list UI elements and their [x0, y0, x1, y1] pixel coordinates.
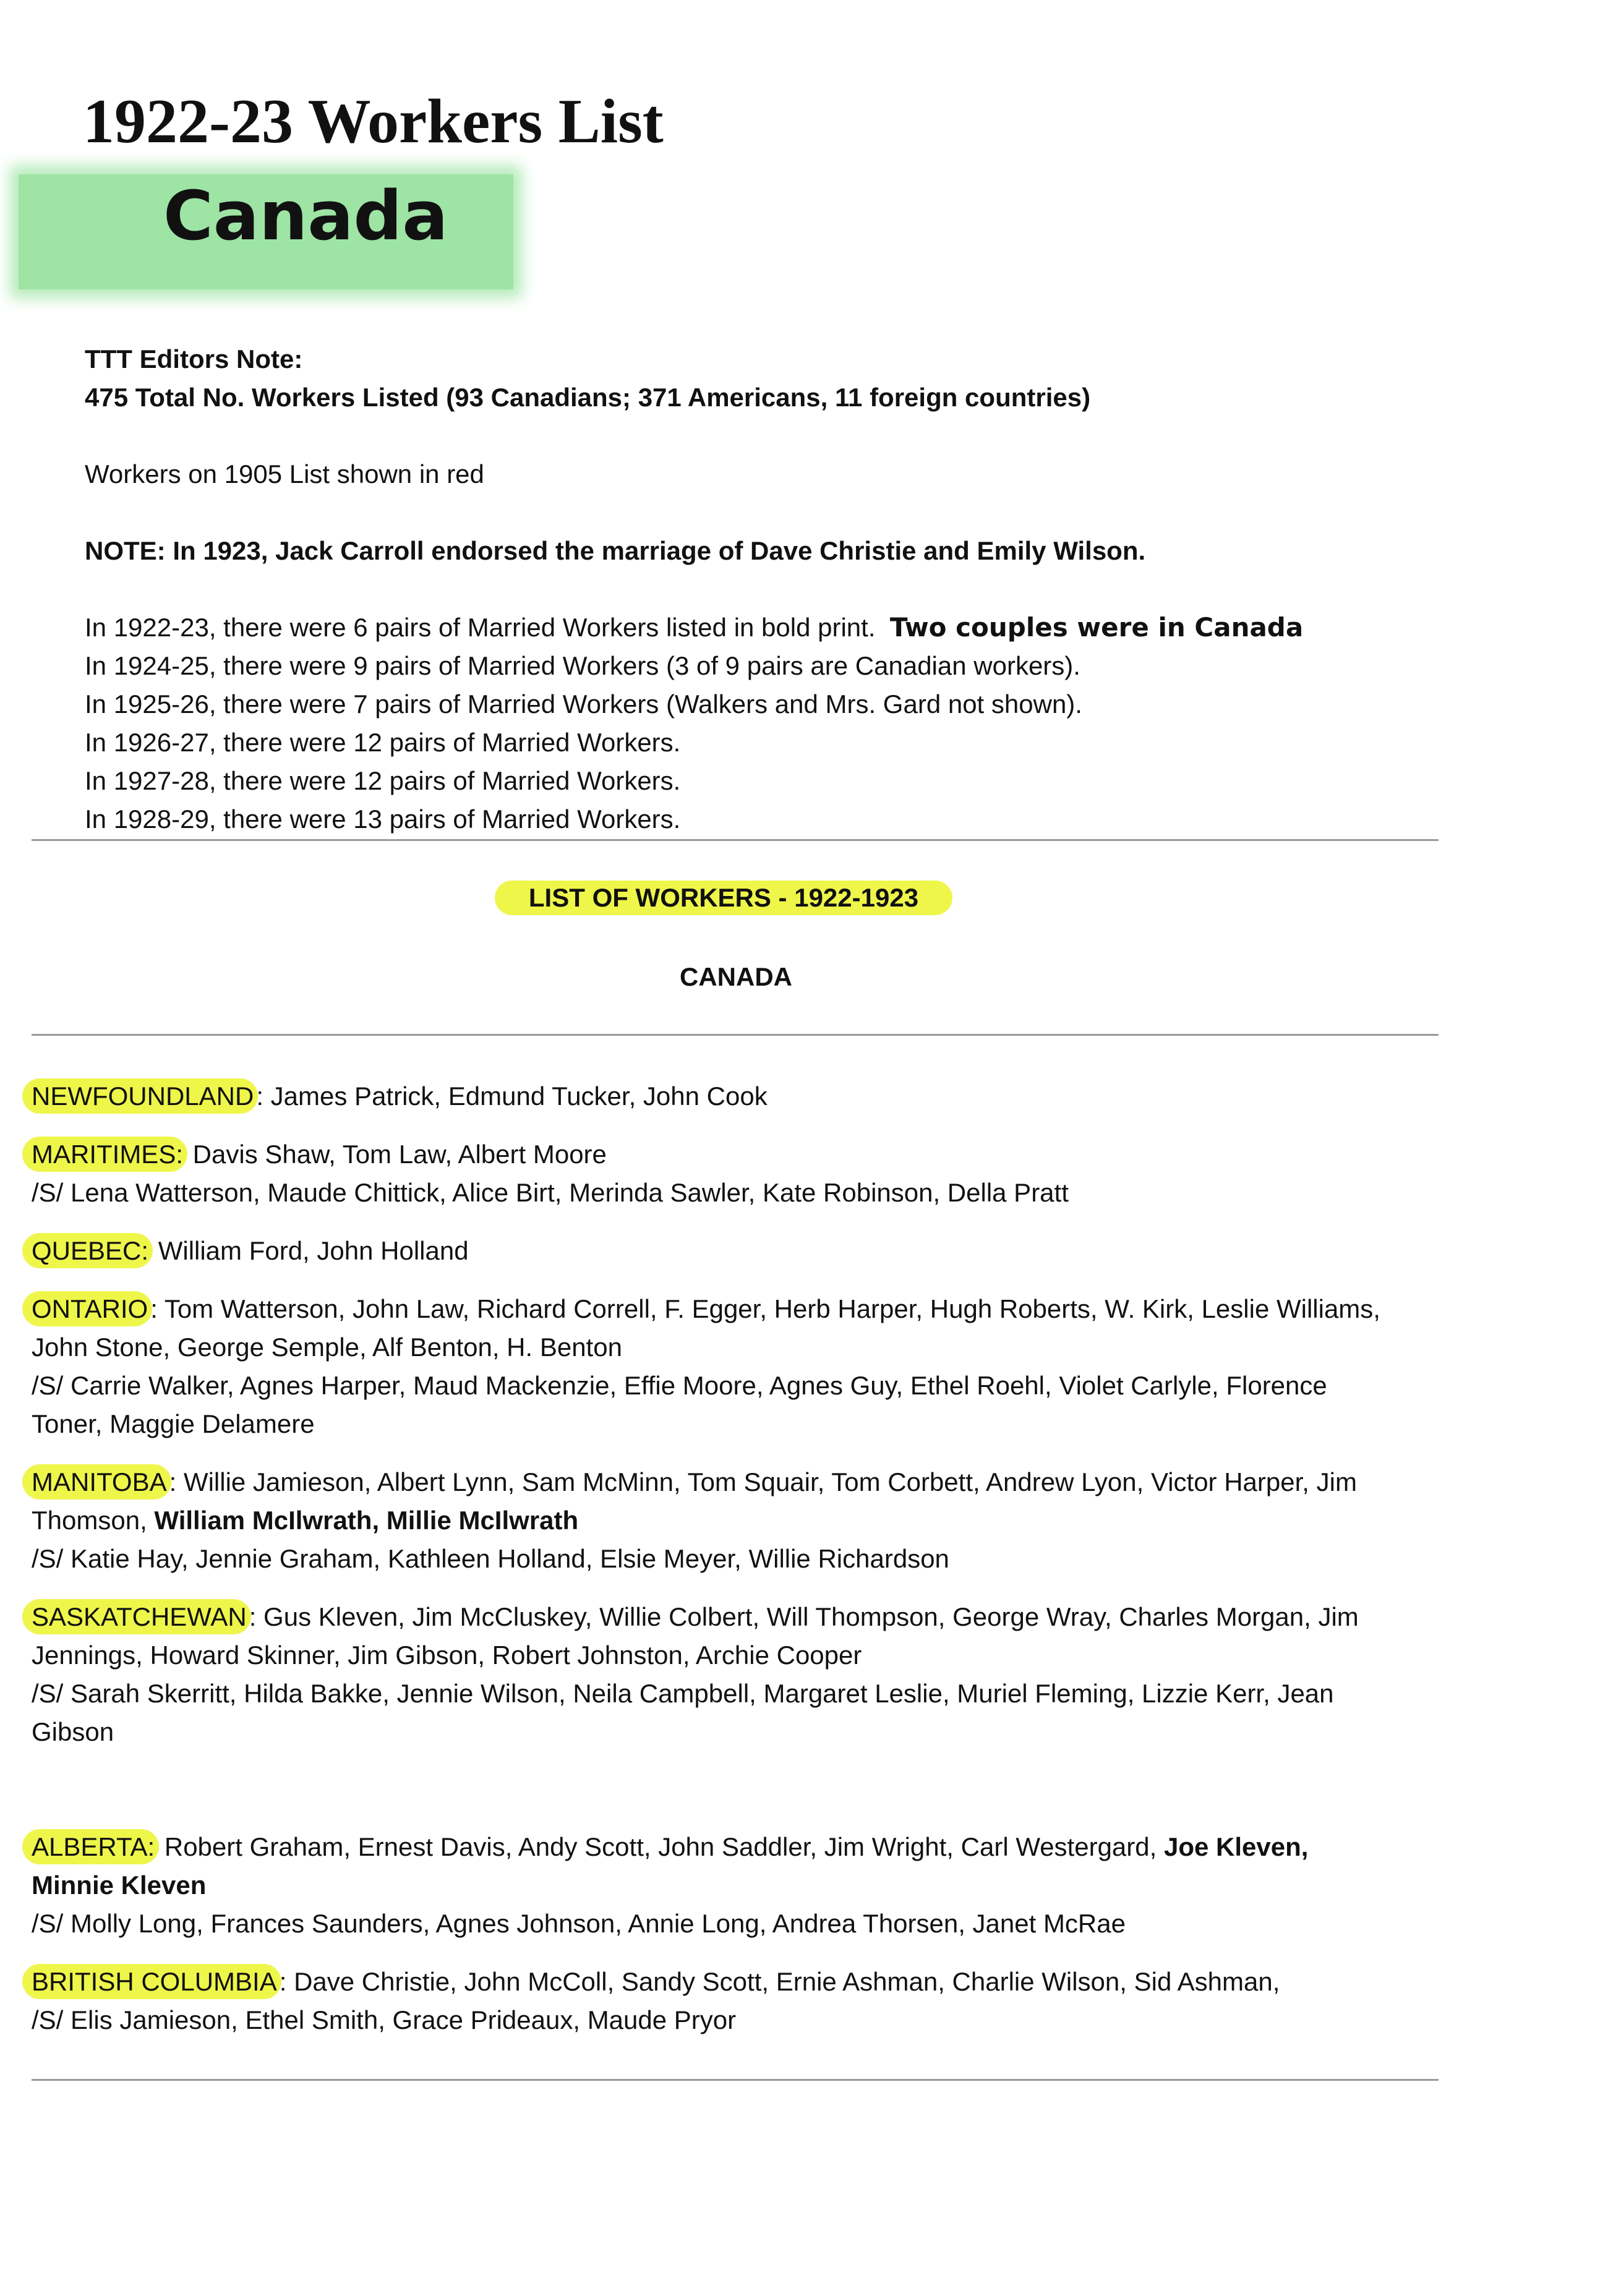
- region-maritimes: [32, 1135, 1448, 1212]
- married-pairs-1922: [85, 608, 1507, 647]
- spacer: [85, 493, 1507, 532]
- sisters-list: /S/ Katie Hay, Jennie Graham, Kathleen Holland, Elsie Meyer, Willie Richardson: [32, 1544, 949, 1573]
- region-saskatchewan: [32, 1598, 1448, 1751]
- couples-in-canada-note: Two couples were in Canada: [889, 612, 1304, 642]
- divider: [32, 1034, 1439, 1036]
- total-workers-note: 475 Total No. Workers Listed (93 Canadians; 371 Americans, 11 foreign countries): [85, 383, 1091, 412]
- brothers-list: : Dave Christie, John McColl, Sandy Scott, Ernie Ashman, Charlie Wilson, Sid Ashman,: [279, 1967, 1280, 1996]
- region-quebec: [32, 1232, 1448, 1270]
- spacer: [85, 570, 1507, 608]
- married-pairs-1928: In 1928-29, there were 13 pairs of Married Workers.: [85, 804, 681, 834]
- list-subheading: CANADA: [680, 962, 792, 991]
- married-couple-continued: Minnie Kleven: [32, 1871, 207, 1900]
- region-line: [32, 1963, 1448, 2001]
- region-newfoundland: [32, 1077, 1448, 1116]
- region-line: [32, 1598, 1448, 1636]
- country-title: Canada: [163, 176, 448, 255]
- brothers-list: : Tom Watterson, John Law, Richard Correll, F. Egger, Herb Harper, Hugh Roberts, W. Kirk, Leslie Williams,: [150, 1294, 1380, 1323]
- brothers-list: Davis Shaw, Tom Law, Albert Moore: [186, 1140, 607, 1169]
- married-pairs-1925: In 1925-26, there were 7 pairs of Married Workers (Walkers and Mrs. Gard not shown).: [85, 689, 1082, 719]
- brothers-list-continued: [32, 1501, 1448, 1540]
- brothers-list: : James Patrick, Edmund Tucker, John Cook: [256, 1082, 768, 1111]
- married-pairs-1924: In 1924-25, there were 9 pairs of Married Workers (3 of 9 pairs are Canadian workers).: [85, 651, 1080, 680]
- divider: [32, 839, 1439, 841]
- region-name: MANITOBA: [24, 1466, 169, 1498]
- region-name: NEWFOUNDLAND: [24, 1080, 256, 1112]
- brothers-list-continued: John Stone, George Semple, Alf Benton, H. Benton: [32, 1333, 622, 1362]
- red-list-note: Workers on 1905 List shown in red: [85, 459, 484, 489]
- marriage-note: NOTE: In 1923, Jack Carroll endorsed the marriage of Dave Christie and Emily Wilson.: [85, 536, 1146, 565]
- region-alberta: [32, 1828, 1448, 1943]
- married-pairs-1926: In 1926-27, there were 12 pairs of Married Workers.: [85, 728, 681, 757]
- sisters-list-continued: Gibson: [32, 1717, 114, 1746]
- sisters-list: /S/ Sarah Skerritt, Hilda Bakke, Jennie Wilson, Neila Campbell, Margaret Leslie, Muriel Fleming, Lizzie Kerr, Jean: [32, 1679, 1334, 1708]
- brothers-list: : Gus Kleven, Jim McCluskey, Willie Colbert, Will Thompson, George Wray, Charles Morgan, Jim: [249, 1602, 1359, 1631]
- region-line: [32, 1077, 1448, 1116]
- brothers-list: Robert Graham, Ernest Davis, Andy Scott, John Saddler, Jim Wright, Carl Westergard,: [157, 1832, 1164, 1861]
- sisters-list-continued: Toner, Maggie Delamere: [32, 1409, 315, 1438]
- region-manitoba: [32, 1463, 1448, 1578]
- region-british-columbia: [32, 1963, 1448, 2039]
- region-name: QUEBEC:: [24, 1235, 151, 1266]
- married-couple: William McIlwrath, Millie McIlwrath: [154, 1506, 579, 1535]
- divider: [32, 2079, 1439, 2081]
- region-line: [32, 1290, 1448, 1328]
- region-name: BRITISH COLUMBIA: [24, 1966, 280, 1997]
- region-line: [32, 1463, 1448, 1501]
- region-list: [32, 1077, 1448, 2059]
- region-name: ONTARIO: [24, 1293, 150, 1325]
- editors-note-heading: TTT Editors Note:: [85, 344, 303, 373]
- brothers-list-continued: Jennings, Howard Skinner, Jim Gibson, Robert Johnston, Archie Cooper: [32, 1641, 862, 1670]
- region-line: [32, 1828, 1448, 1866]
- brothers-list: William Ford, John Holland: [151, 1236, 469, 1265]
- region-ontario: [32, 1290, 1448, 1443]
- document-title: 1922-23 Workers List: [83, 87, 664, 156]
- brothers-list: : Willie Jamieson, Albert Lynn, Sam McMinn, Tom Squair, Tom Corbett, Andrew Lyon, Victor Harper, Jim: [169, 1467, 1357, 1496]
- region-name: SASKATCHEWAN: [24, 1601, 249, 1632]
- sisters-list: /S/ Elis Jamieson, Ethel Smith, Grace Prideaux, Maude Pryor: [32, 2005, 737, 2034]
- region-name: ALBERTA:: [24, 1831, 157, 1863]
- region-name: MARITIMES:: [24, 1138, 186, 1170]
- married-pairs-1922-text: In 1922-23, there were 6 pairs of Married Workers listed in bold print.: [85, 613, 876, 642]
- region-line: [32, 1232, 1448, 1270]
- sisters-list: /S/ Molly Long, Frances Saunders, Agnes Johnson, Annie Long, Andrea Thorsen, Janet McRae: [32, 1909, 1126, 1938]
- spacer: [85, 417, 1507, 455]
- list-heading: LIST OF WORKERS - 1922-1923: [495, 881, 952, 915]
- brothers-list-tail: Thomson,: [32, 1506, 155, 1535]
- married-couple: Joe Kleven,: [1163, 1832, 1309, 1861]
- sisters-list: /S/ Lena Watterson, Maude Chittick, Alice Birt, Merinda Sawler, Kate Robinson, Della Pratt: [32, 1178, 1069, 1207]
- spacer: [32, 1771, 1448, 1828]
- editors-note: [85, 340, 1507, 839]
- sisters-list: /S/ Carrie Walker, Agnes Harper, Maud Mackenzie, Effie Moore, Agnes Guy, Ethel Roehl, Violet Carlyle, Florence: [32, 1371, 1327, 1400]
- region-line: [32, 1135, 1448, 1174]
- married-pairs-1927: In 1927-28, there were 12 pairs of Married Workers.: [85, 766, 681, 795]
